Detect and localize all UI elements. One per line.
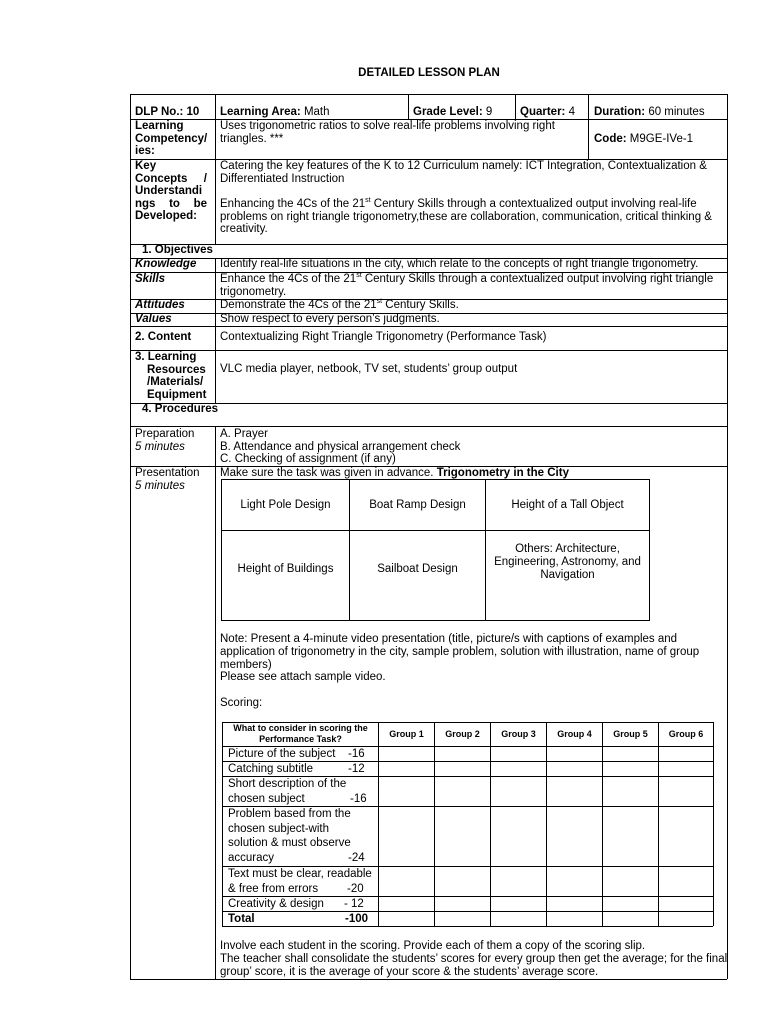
content-label: 2. Content — [135, 331, 192, 343]
group-header: Group 1 — [389, 729, 424, 739]
criterion-row: Problem based from the chosen subject-with solution & must observe accuracy — [228, 808, 351, 865]
criteria-header: What to consider in scoring the Performance Task? — [233, 723, 368, 744]
criterion-row: Catching subtitle — [228, 763, 314, 775]
content-text: Contextualizing Right Triangle Trigonometry (Performance Task) — [220, 331, 547, 343]
topic-cell: Others: Architecture, Engineering, Astronomy, and Navigation — [494, 542, 641, 581]
skills-text: Enhance the 4Cs of the 21st Century Skills through a contextualized output involving right triangle trigonometry. — [220, 272, 714, 298]
values-text: Show respect to every person’s judgments. — [220, 313, 440, 325]
note-text: Note: Present a 4-minute video presentation (title, picture/s with captions of examples and application of trigonometry in the city, sample problem, solution with illustration, name of group members) Please see attach sample video. — [220, 633, 700, 684]
presentation-intro: Make sure the task was given in advance. Trigonometry in the City — [220, 467, 569, 479]
values-label: Values — [135, 313, 172, 325]
group-header: Group 2 — [445, 729, 480, 739]
group-header: Group 6 — [668, 729, 704, 739]
key-concepts-text: Catering the key features of the K to 12 Curriculum namely: ICT Integration, Contextualization & Differentiated Instruction Enhancing the 4Cs of the 21st Century Skills through a contextualized output involving real-life problems on right triangle trigonometry,these are collaboration, communication, critical thinking & creativity. — [220, 160, 712, 235]
topic-cell: Sailboat Design — [377, 562, 458, 575]
dlp-number: DLP No.: 10 — [135, 106, 200, 118]
criterion-points: -16 — [348, 748, 365, 760]
knowledge-text: Identify real-life situations in the city, which relate to the concepts of right triangle trigonometry. — [220, 258, 699, 270]
preparation-items: A. Prayer B. Attendance and physical arrangement check C. Checking of assignment (if any) — [220, 428, 461, 465]
total-label: Total — [228, 913, 255, 925]
criterion-points: -16 — [350, 793, 367, 805]
criterion-row: Creativity & design — [228, 898, 324, 910]
objectives-heading: 1. Objectives — [142, 244, 213, 256]
quarter: Quarter: 4 — [520, 106, 575, 118]
criterion-points: -24 — [348, 852, 365, 864]
scoring-label: Scoring: — [220, 697, 263, 709]
topic-cell: Boat Ramp Design — [369, 498, 466, 511]
criterion-row: Short description of the chosen subject — [228, 778, 347, 805]
competency-text: Uses trigonometric ratios to solve real-life problems involving right triangles. *** — [220, 120, 555, 145]
resources-text: VLC media player, netbook, TV set, students’ group output — [220, 363, 518, 375]
knowledge-label: Knowledge — [135, 258, 197, 270]
topic-cell: Light Pole Design — [240, 498, 331, 511]
total-points: -100 — [345, 913, 369, 925]
attitudes-text: Demonstrate the 4Cs of the 21st Century Skills. — [220, 298, 459, 311]
resources-label: 3. Learning Resources /Materials/ Equipment — [135, 351, 207, 401]
group-header: Group 3 — [501, 729, 536, 739]
presentation-label: Presentation 5 minutes — [135, 467, 200, 492]
topic-cell: Height of Buildings — [237, 562, 334, 575]
criterion-points: -20 — [347, 883, 364, 895]
preparation-label: Preparation 5 minutes — [135, 428, 195, 453]
closing-text: Involve each student in the scoring. Provide each of them a copy of the scoring slip. The teacher shall consolidate the students’ scores for every group then get the average; for the final group’ score, it is the average of your score & the students’ average score. — [220, 940, 728, 978]
grade-level: Grade Level: 9 — [413, 106, 493, 118]
skills-label: Skills — [135, 273, 166, 285]
duration: Duration: 60 minutes — [594, 106, 705, 118]
learning-area: Learning Area: Math — [220, 106, 330, 118]
key-concepts-label: Key Concepts / Understandi ngs to be Developed: — [135, 160, 207, 222]
competency-code: Code: M9GE-IVe-1 — [594, 133, 694, 145]
group-header: Group 4 — [557, 729, 592, 739]
criterion-row: Text must be clear, readable & free from errors — [228, 868, 372, 895]
topic-cell: Height of a Tall Object — [511, 498, 624, 511]
group-header: Group 5 — [613, 729, 648, 739]
criterion-row: Picture of the subject — [228, 748, 336, 760]
document-title: DETAILED LESSON PLAN — [358, 67, 500, 79]
competency-label: Learning Competency/ ies: — [135, 120, 208, 157]
procedures-heading: 4. Procedures — [142, 403, 219, 415]
criterion-points: -12 — [348, 763, 365, 775]
criterion-points: - 12 — [344, 898, 364, 910]
attitudes-label: Attitudes — [135, 299, 185, 311]
